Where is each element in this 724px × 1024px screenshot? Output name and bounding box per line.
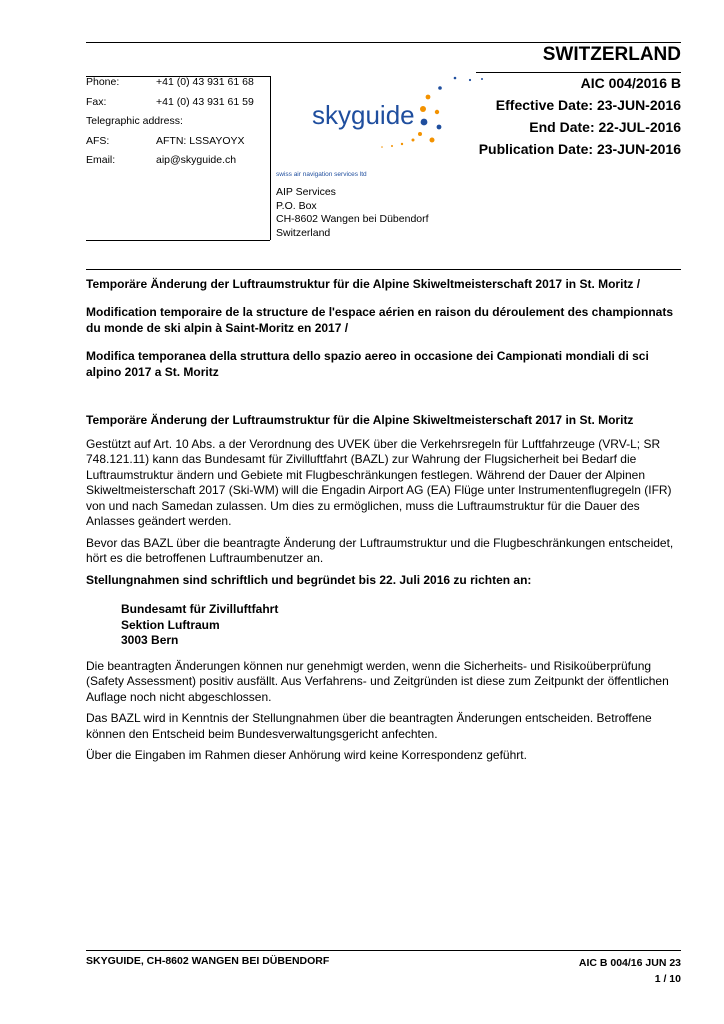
address-line: Switzerland	[276, 226, 331, 239]
contact-value: AFTN: LSSAYOYX	[156, 134, 245, 147]
paragraph: Über die Eingaben im Rahmen dieser Anhörung wird keine Korrespondenz geführt.	[86, 748, 527, 762]
contact-row-telegraphic	[86, 115, 267, 135]
aic-number: AIC 004/2016 B	[580, 75, 681, 91]
effective-date: Effective Date: 23-JUN-2016	[495, 97, 681, 113]
paragraph-deadline: Stellungnahmen sind schriftlich und begründet bis 22. Juli 2016 zu richten an:	[86, 572, 532, 587]
contact-value: +41 (0) 43 931 61 68	[156, 76, 254, 88]
recipient-line: Bundesamt für Zivilluftfahrt	[121, 602, 279, 616]
section-heading: Temporäre Änderung der Luftraumstruktur für die Alpine Skiweltmeisterschaft 2017 in St. Moritz	[86, 413, 634, 427]
address-line: AIP Services	[276, 186, 336, 198]
recipient-line: Sektion Luftraum	[121, 617, 220, 632]
page-number: 1 / 10	[654, 973, 681, 985]
end-date: End Date: 22-JUL-2016	[529, 119, 681, 135]
contact-value: aip@skyguide.ch	[156, 154, 237, 166]
address-block	[276, 186, 429, 240]
contact-row-fax	[86, 96, 267, 116]
logo-text: skyguide	[312, 100, 415, 130]
paragraph: Das BAZL wird in Kenntnis der Stellungnahmen über die beantragten Änderungen entscheiden. Betroffene können den Entscheid beim Bundesverwaltungsgericht anfechten.	[86, 711, 652, 741]
paragraph: Bevor das BAZL über die beantragte Änderung der Luftraumstruktur und die Flugbeschränkungen entscheidet, hört es die betroffenen Luftraumbenutzer an.	[86, 535, 674, 565]
contact-block	[86, 76, 267, 174]
footer-rule	[86, 950, 681, 951]
contact-key: Email:	[86, 154, 116, 166]
skyguide-logo	[300, 72, 490, 182]
contact-top-border	[86, 76, 270, 77]
body-text	[86, 413, 686, 770]
contact-row-email	[86, 154, 267, 174]
address-line: P.O. Box	[276, 199, 317, 212]
contact-key: Telegraphic address:	[86, 115, 183, 127]
recipient-line: 3003 Bern	[121, 633, 179, 647]
contact-key: AFS:	[86, 134, 110, 147]
contact-bottom-border	[86, 240, 270, 241]
title-italian: Modifica temporanea della struttura dello spazio aereo in occasione dei Campionati mondiali di sci alpino 2017 a St. Moritz	[86, 349, 649, 379]
address-line: CH-8602 Wangen bei Dübendorf	[276, 213, 429, 225]
footer-publisher: SKYGUIDE, CH-8602 WANGEN BEI DÜBENDORF	[86, 955, 330, 967]
contact-row-phone	[86, 76, 267, 96]
title-french: Modification temporaire de la structure de l'espace aérien en raison du déroulement des championnats du monde de ski alpin à Saint-Moritz en 2017 /	[86, 305, 674, 335]
top-rule	[86, 42, 681, 43]
publication-date: Publication Date: 23-JUN-2016	[478, 141, 681, 157]
contact-key: Phone:	[86, 76, 120, 88]
paragraph: Gestützt auf Art. 10 Abs. a der Verordnung des UVEK über die Verkehrsregeln für Luftfahrzeuge (VRV-L; SR 748.121.11) kann das Bundesamt für Zivilluftfahrt (BAZL) zur Wahrung der Flugsicherheit bei Bedarf die Luftraumstruktur ändern und Gebiete mit Flugbeschränkungen festlegen. Während der Dauer der Alpinen Skiweltmeisterschaft 2017 (Ski-WM) will die Engadin Airport AG (EA) Flüge unter Instrumentenflugregeln (IFR) von und nach Samedan zulassen. Um dies zu ermöglichen, muss die Luftraumstruktur für die Dauer des Anlasses geändert werden.	[86, 436, 672, 528]
title-german: Temporäre Änderung der Luftraumstruktur für die Alpine Skiweltmeisterschaft 2017 in St. Moritz /	[86, 277, 641, 291]
aic-info	[479, 72, 681, 160]
country-title: SWITZERLAND	[542, 44, 681, 65]
titles-block	[86, 276, 686, 392]
contact-right-border	[270, 76, 271, 240]
logo-tagline: swiss air navigation services ltd	[276, 171, 367, 178]
contact-value: +41 (0) 43 931 61 59	[156, 95, 254, 108]
footer-aic: AIC B 004/16 JUN 23	[578, 957, 681, 969]
recipient-address	[121, 602, 686, 649]
contact-row-afs	[86, 135, 267, 155]
contact-key: Fax:	[86, 95, 107, 108]
footer-reference	[579, 955, 681, 987]
title-rule	[86, 269, 681, 270]
paragraph: Die beantragten Änderungen können nur genehmigt werden, wenn die Sicherheits- und Risikoüberprüfung (Safety Assessment) positiv ausfällt. Aus Verfahrens- und Zeitgründen ist diese zum Zeitpunkt der öffentlichen Auflage noch nicht abgeschlossen.	[86, 658, 669, 704]
